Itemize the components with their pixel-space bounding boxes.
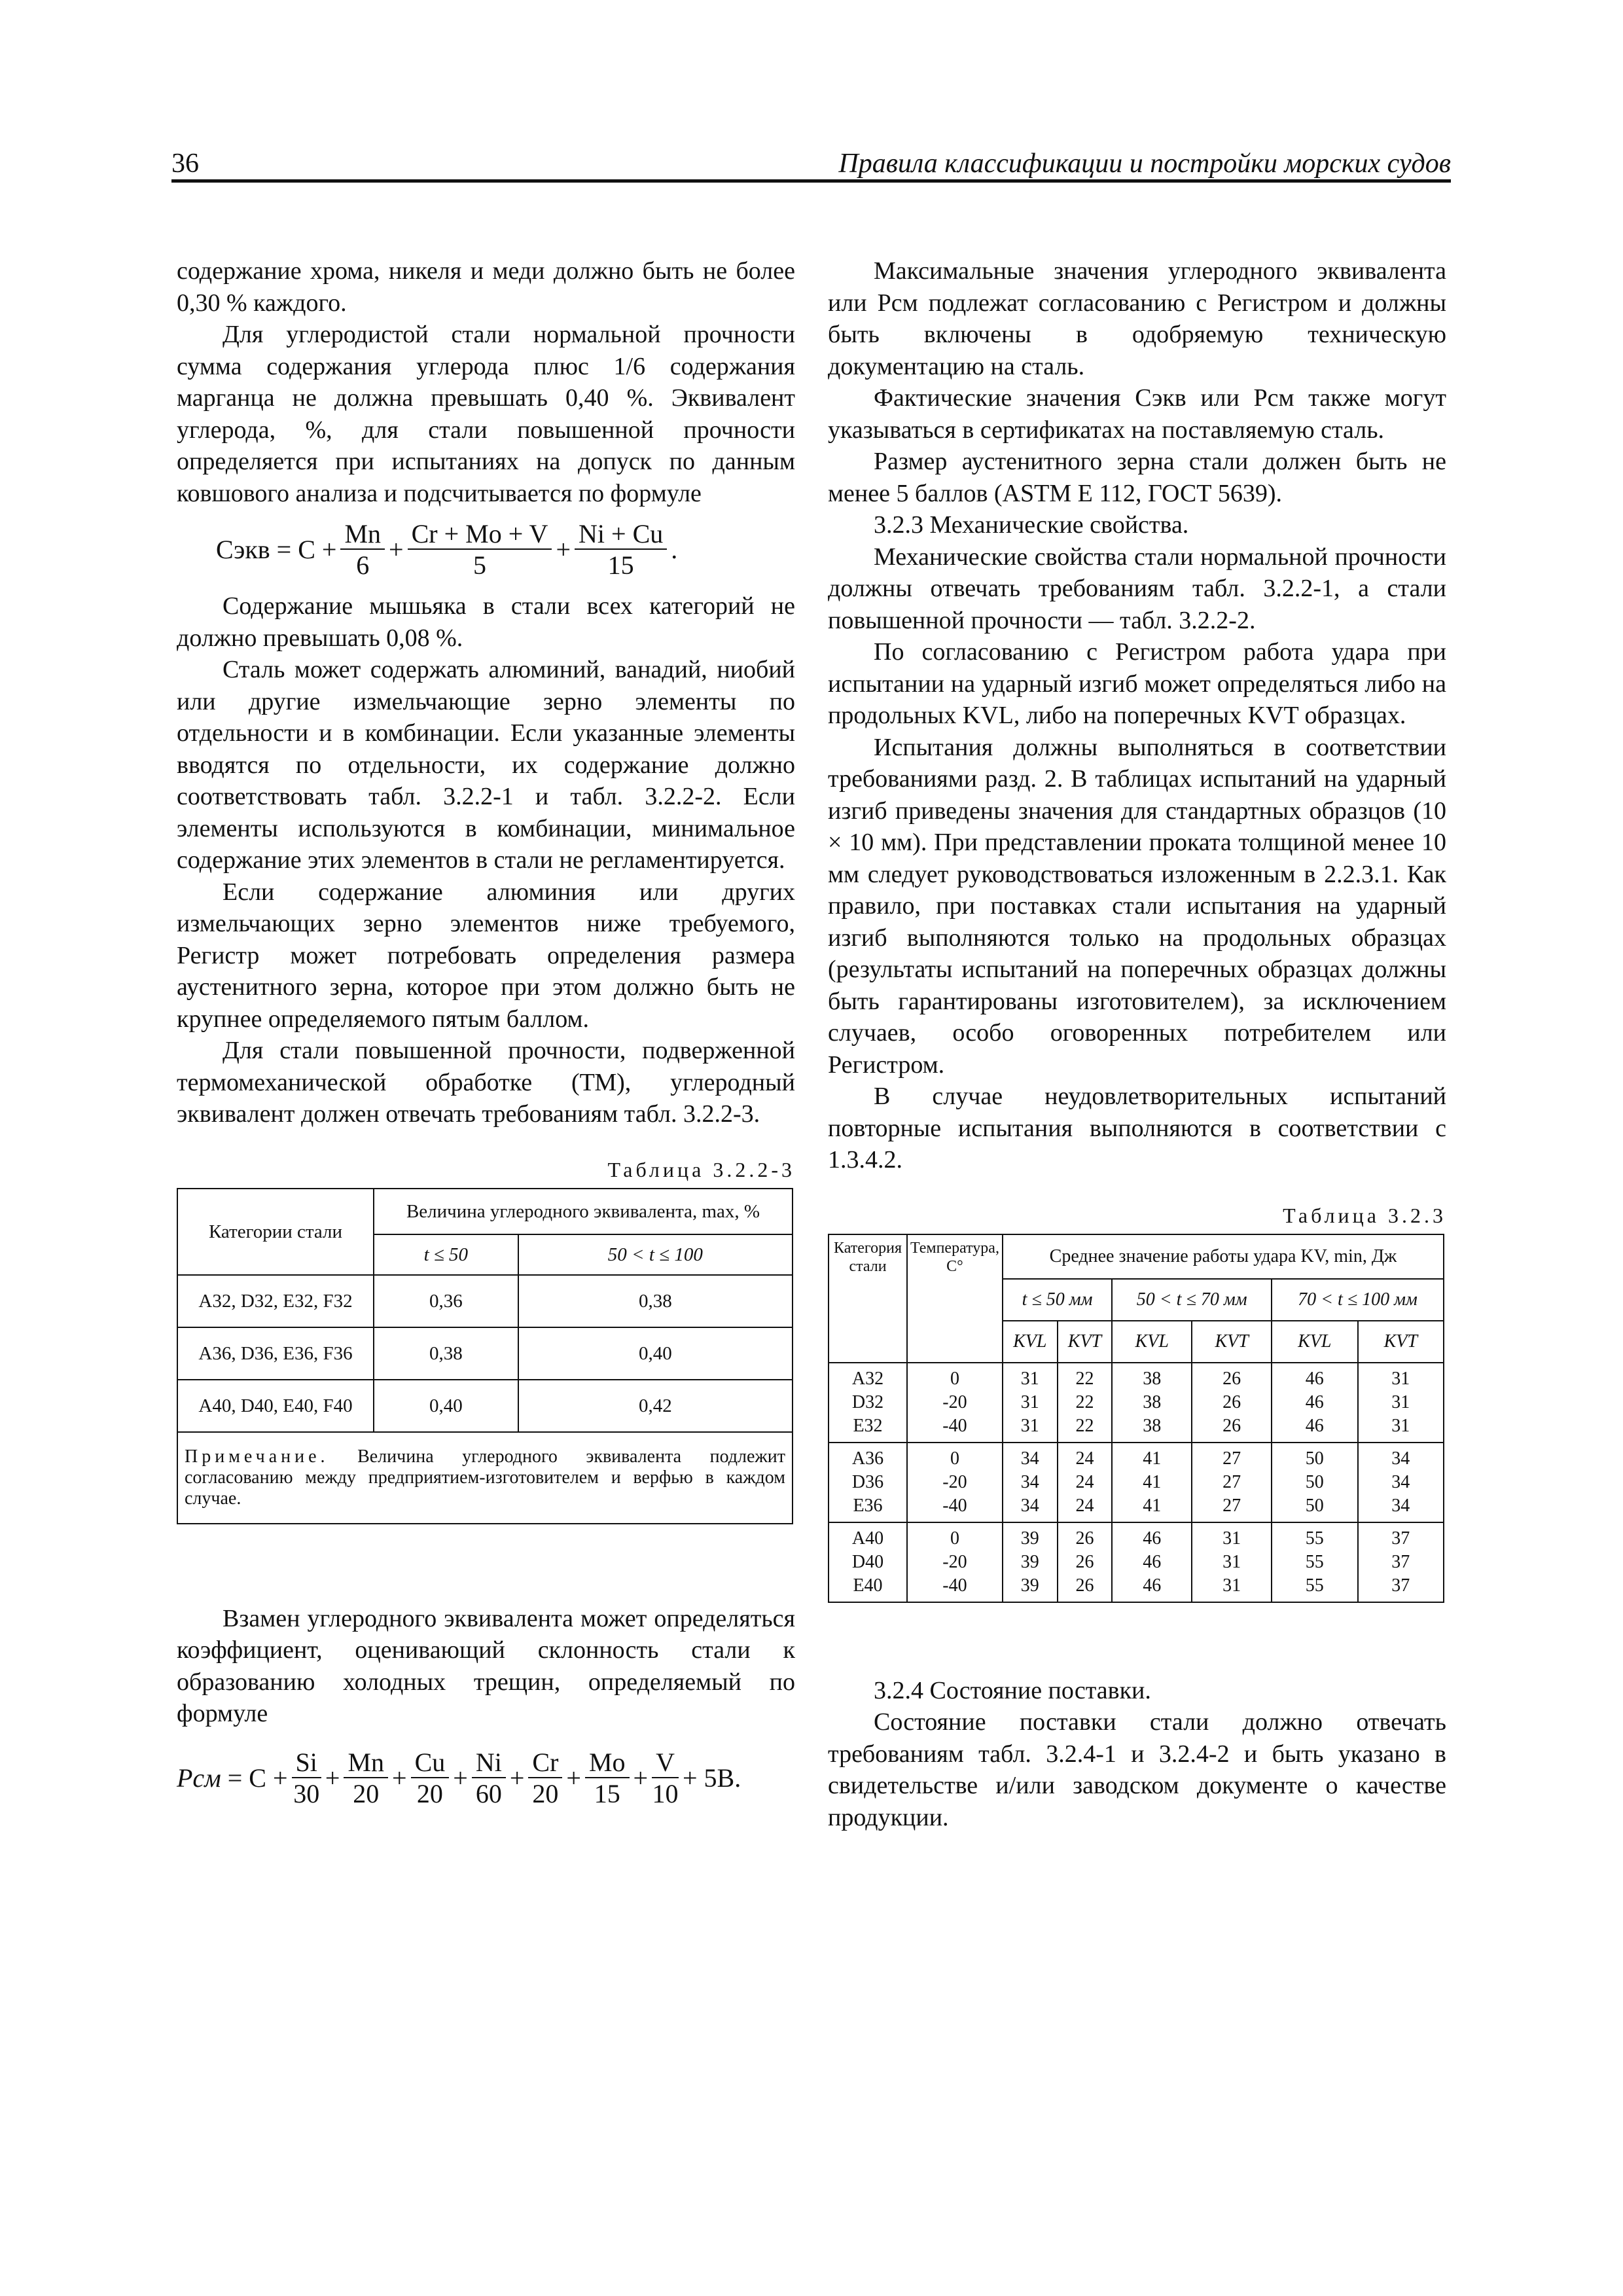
table-caption: Таблица 3.2.2-3	[607, 1157, 795, 1181]
section-heading: 3.2.4 Состояние поставки.	[874, 1676, 1151, 1704]
table-row-group: A36 D36 E36 0 -20 -40 34 34 34 24 24 24 41 41 41 27 27 27 50 50 50 34 34 34	[829, 1443, 1444, 1522]
header-cell: 70 < t ≤ 100 мм	[1272, 1279, 1444, 1321]
table-row-group: A32 D32 E32 0 -20 -40 31 31 31 22 22 22 38 38 38 26 26 26 46 46 46 31 31 31	[829, 1363, 1444, 1443]
fraction: $\frac{Mn}{6}$	[340, 521, 385, 579]
paragraph: В случае неудовлетворительных испытаний повторные испытания выполняются в соответствии с 1.3.4.2.	[828, 1083, 1446, 1174]
formula-eq: = C +	[276, 535, 337, 564]
header-cell: t ≤ 50	[374, 1234, 518, 1275]
table-row-group: A40 D40 E40 0 -20 -40 39 39 39 26 26 26 46 46 46 31 31 31 55 55 55 37 37 37	[829, 1522, 1444, 1602]
paragraph: Максимальные значения углеродного эквивалента или Pсм подлежат согласованию с Регистром и должны быть включены в одобряемую техническую документацию на сталь.	[828, 257, 1446, 380]
fraction: $\frac{Ni + Cu}{15}$	[575, 521, 667, 579]
note-label: Примечание.	[185, 1446, 329, 1467]
paragraph: Состояние поставки стали должно отвечать требованиям табл. 3.2.4-1 и 3.2.4-2 и быть указано в свидетельстве и/или заводском документе о качестве продукции.	[828, 1708, 1446, 1831]
paragraph: Для углеродистой стали нормальной прочности сумма содержания углерода плюс 1/6 содержания марганца не должна превышать 0,40 %. Эквивалент углерода, %, для стали повышенной прочности определяется при испытаниях на допуск по данным ковшового анализа и подсчитывается по формуле	[177, 321, 795, 507]
formula-lhs: Сэкв	[216, 535, 270, 564]
formula-lhs: Pсм	[177, 1763, 221, 1793]
table-caption: Таблица 3.2.3	[1283, 1203, 1446, 1227]
header-cell: Температура, C°	[907, 1234, 1003, 1363]
paragraph: содержание хрома, никеля и меди должно быть не более 0,30 % каждого.	[177, 257, 795, 317]
paragraph: Механические свойства стали нормальной прочности должны отвечать требованиям табл. 3.2.2-1, а стали повышенной прочности — табл. 3.2.2-2.	[828, 543, 1446, 634]
header-cell: 50 < t ≤ 70 мм	[1112, 1279, 1272, 1321]
note-text: Величина углеродного эквивалента подлежит согласованию между предприятием-изготовителем и верфью в каждом случае.	[185, 1446, 785, 1509]
table-row: A36, D36, E36, F36 0,38 0,40	[177, 1327, 793, 1380]
running-title: Правила классификации и постройки морских судов	[838, 149, 1451, 179]
section-heading: 3.2.3 Механические свойства.	[874, 511, 1189, 539]
header-cell: Среднее значение работы удара KV, min, Дж	[1003, 1234, 1444, 1279]
carbon-equivalent-formula: Сэкв = C + $\frac{Mn}{6}$ + $\frac{Cr + Mo + V}{5}$ + $\frac{Ni + Cu}{15}$ .	[216, 519, 678, 580]
table-row: A32, D32, E32, F32 0,36 0,38	[177, 1275, 793, 1327]
paragraph: Взамен углеродного эквивалента может определяться коэффициент, оценивающий склонность стали к образованию холодных трещин, определяемый по формуле	[177, 1604, 795, 1727]
right-column	[828, 255, 1446, 1833]
carbon-equivalent-table	[177, 1188, 793, 1524]
page-number: 36	[171, 149, 199, 179]
header-cell: Величина углеродного эквивалента, max, %	[374, 1189, 793, 1234]
fraction: $\frac{Cr + Mo + V}{5}$	[408, 521, 552, 579]
header-cell: t ≤ 50 мм	[1003, 1279, 1112, 1321]
paragraph: Размер аустенитного зерна стали должен быть не менее 5 баллов (ASTM E 112, ГОСТ 5639).	[828, 448, 1446, 507]
paragraph: Если содержание алюминия или других измельчающих зерно элементов ниже требуемого, Регистр может потребовать определения размера аустенитного зерна, которое при этом должно быть не крупнее определяемого пятым баллом.	[177, 878, 795, 1033]
paragraph: Для стали повышенной прочности, подверженной термомеханической обработке (ТМ), углеродный эквивалент должен отвечать требованиям табл. 3.2.2-3.	[177, 1037, 795, 1128]
left-column	[177, 255, 795, 1819]
table-row: A40, D40, E40, F40 0,40 0,42	[177, 1380, 793, 1432]
paragraph: Содержание мышьяка в стали всех категорий не должно превышать 0,08 %.	[177, 592, 795, 652]
table-note	[177, 1432, 793, 1524]
pcm-formula: Pсм = C + $\frac{Si}{30}$ + $\frac{Mn}{20}$ + $\frac{Cu}{20}$ + $\frac{Ni}{60}$ + $\frac{Cr}{20}$ + $\frac{Mo}{15}$ + $\frac{V}{10}$ + 5B.	[177, 1747, 741, 1808]
paragraph: Испытания должны выполняться в соответствии требованиями разд. 2. В таблицах испытаний на ударный изгиб приведены значения для стандартных образцов (10 × 10 мм). При представлении проката толщиной менее 10 мм следует руководствоваться изложенным в 2.2.3.1. Как правило, при поставках стали испытания на ударный изгиб выполняются только на продольных образцах (результаты испытаний на поперечных образцах должны быть гарантированы изготовителем), за исключением случаев, особо оговоренных потребителем или Регистром.	[828, 733, 1446, 1079]
paragraph: Сталь может содержать алюминий, ванадий, ниобий или другие измельчающие зерно элементы по отдельности и в комбинации. Если указанные элементы вводятся по отдельности, их содержание должно соответствовать табл. 3.2.2-1 и табл. 3.2.2-2. Если элементы используются в комбинации, минимальное содержание этих элементов в стали не регламентируется.	[177, 656, 795, 874]
paragraph: Фактические значения Сэкв или Pсм также могут указываться в сертификатах на поставляемую сталь.	[828, 384, 1446, 444]
paragraph: По согласованию с Регистром работа удара при испытании на ударный изгиб может определяться либо на продольных KVL, либо на поперечных KVT образцах.	[828, 638, 1446, 729]
header-cell: Категории стали	[177, 1189, 374, 1275]
page-header	[171, 145, 1451, 183]
header-cell: 50 < t ≤ 100	[518, 1234, 793, 1275]
impact-test-table: Категория стали Температура, C° Среднее значение работы удара KV, min, Дж t ≤ 50 мм 50 < t ≤ 70 мм 70 < t ≤ 100 мм KVL KVT KVL KVT KVL KVT A32 D32 E32 0 -20 -40 31 31 31 22 22 22 38 38 38 26 26 26 46 46 46 31 31 31 A36 D36 E36 0 -20 -40 34 34 34 24 24 24 41 41 41 27 27 27 50 50 50 34 34 34 A40 D40 E40 0 -20 -40 39 39 39 26 26 26 46 46 46 31 31 31 55 55 55 37 37 37	[828, 1234, 1444, 1603]
header-cell: Категория стали	[829, 1234, 907, 1363]
